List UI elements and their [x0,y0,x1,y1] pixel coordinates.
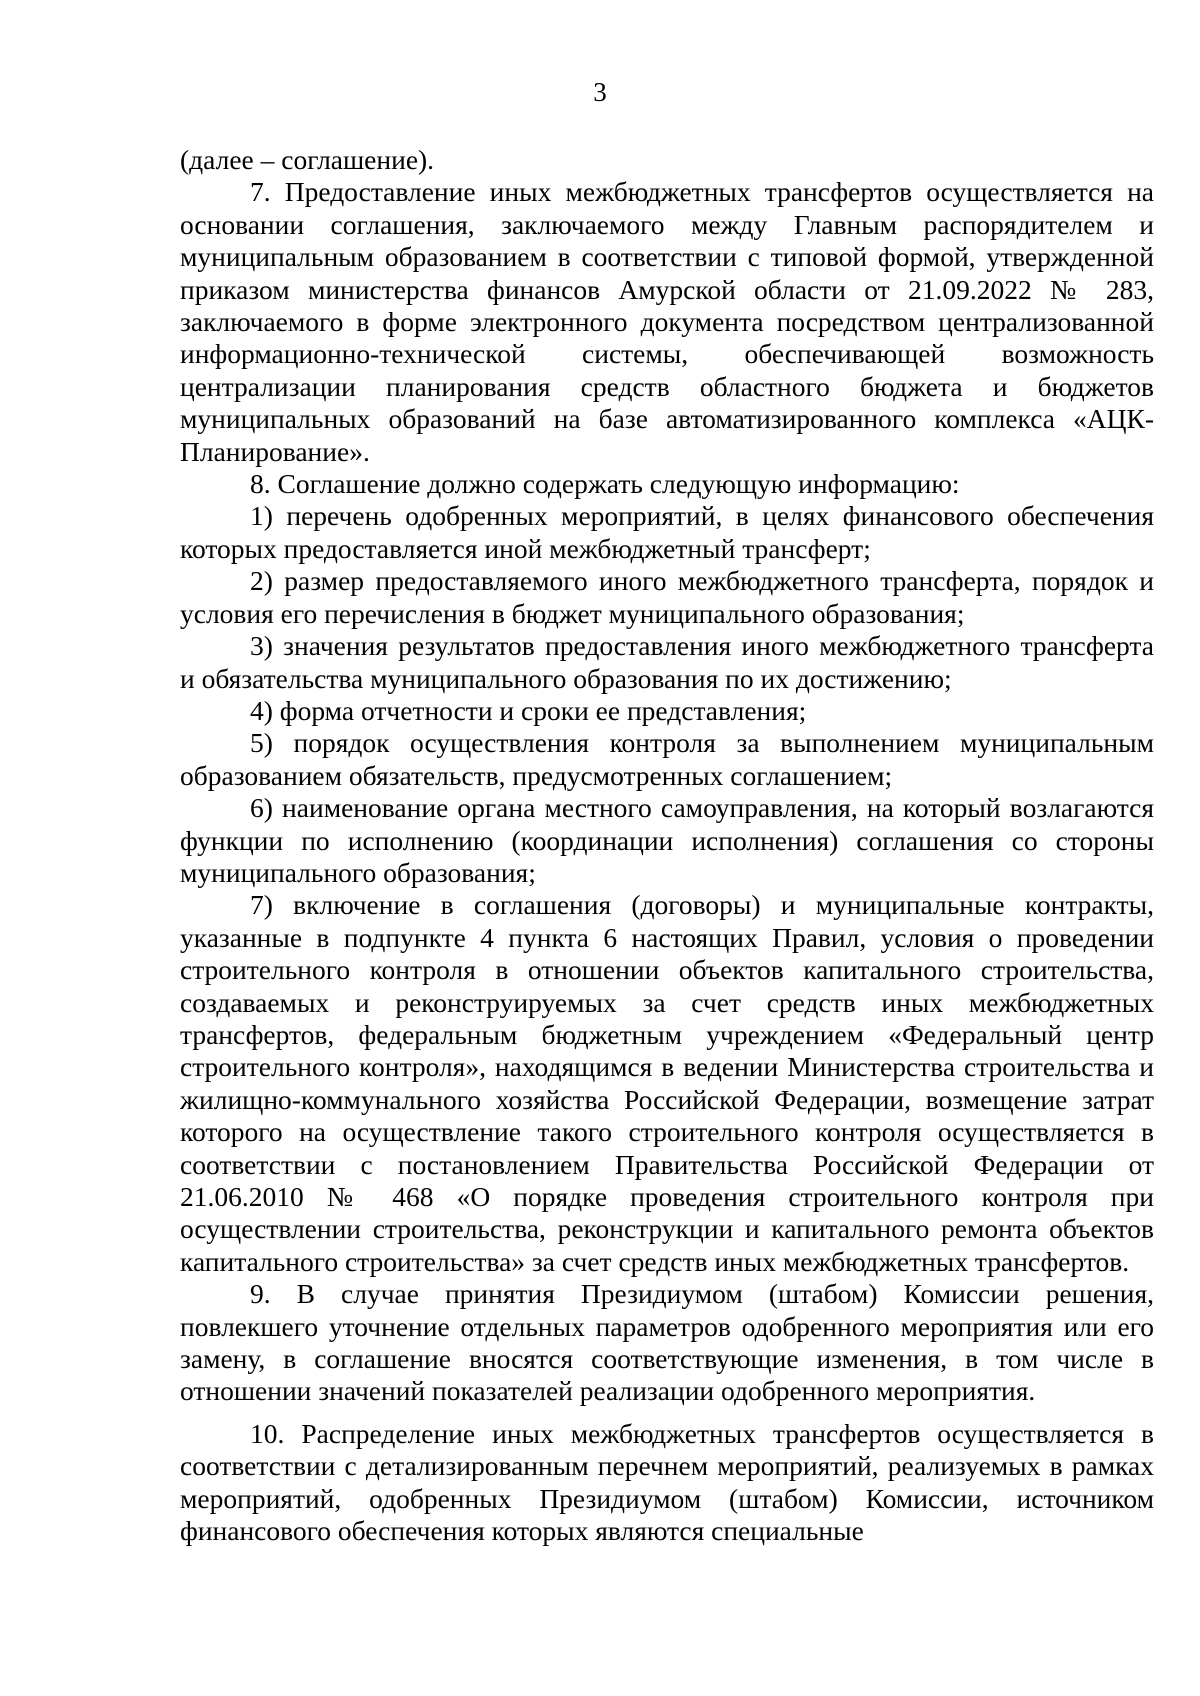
paragraph-item-9: 9. В случае принятия Президиумом (штабом) Комиссии решения, повлекшего уточнение отдельных параметров одобренного мероприятия или его замену, в соглашение вносятся соответствующие изменения, в том числе в отношении значений показателей реализации одобренного мероприятия. [180,1278,1154,1407]
subitem-4: 4) форма отчетности и сроки ее представления; [250,694,807,726]
paragraph-item-10: 10. Распределение иных межбюджетных трансфертов осуществляется в соответствии с детализированным перечнем мероприятий, реализуемых в рамках мероприятий, одобренных Президиумом (штабом) Комиссии, источником финансового обеспечения которых являются специальные [180,1417,1154,1547]
subitem-2: 2) размер предоставляемого иного межбюджетного трансферта, порядок и условия его перечисления в бюджет муниципального образования; [180,565,1154,629]
paragraph-continuation: (далее – соглашение). [180,144,435,175]
paragraph-item-7: 7. Предоставление иных межбюджетных трансфертов осуществляется на основании соглашения, заключаемого между Главным распорядителем и муниципальным образованием в соответствии с типовой формой, утвержденной приказом министерства финансов Амурской области от 21.09.2022 № 283, заключаемого в форме электронного документа посредством централизованной информационно-технической системы, обеспечивающей возможность централизации планирования средств областного бюджета и бюджетов муниципальных образований на базе автоматизированного комплекса «АЦК-Планирование». [180,176,1154,467]
subitem-1: 1) перечень одобренных мероприятий, в целях финансового обеспечения которых предоставляется иной межбюджетный трансферт; [180,500,1154,564]
subitem-6: 6) наименование органа местного самоуправления, на который возлагаются функции по исполнению (координации исполнения) соглашения со стороны муниципального образования; [180,792,1154,888]
page-number: 3 [593,77,607,107]
document-body [180,144,1154,1547]
paragraph-item-8: 8. Соглашение должно содержать следующую информацию: [250,468,960,500]
subitem-3: 3) значения результатов предоставления иного межбюджетного трансферта и обязательства муниципального образования по их достижению; [180,630,1154,694]
subitem-5: 5) порядок осуществления контроля за выполнением муниципальным образованием обязательств, предусмотренных соглашением; [180,727,1154,791]
subitem-7: 7) включение в соглашения (договоры) и муниципальные контракты, указанные в подпункте 4 пункта 6 настоящих Правил, условия о проведении строительного контроля в отношении объектов капитального строительства, создаваемых и реконструируемых за счет средств иных межбюджетных трансфертов, федеральным бюджетным учреждением «Федеральный центр строительного контроля», находящимся в ведении Министерства строительства и жилищно-коммунального хозяйства Российской Федерации, возмещение затрат которого на осуществление такого строительного контроля осуществляется в соответствии с постановлением Правительства Российской Федерации от 21.06.2010 № 468 «О порядке проведения строительного контроля при осуществлении строительства, реконструкции и капитального ремонта объектов капитального строительства» за счет средств иных межбюджетных трансфертов. [180,889,1154,1277]
